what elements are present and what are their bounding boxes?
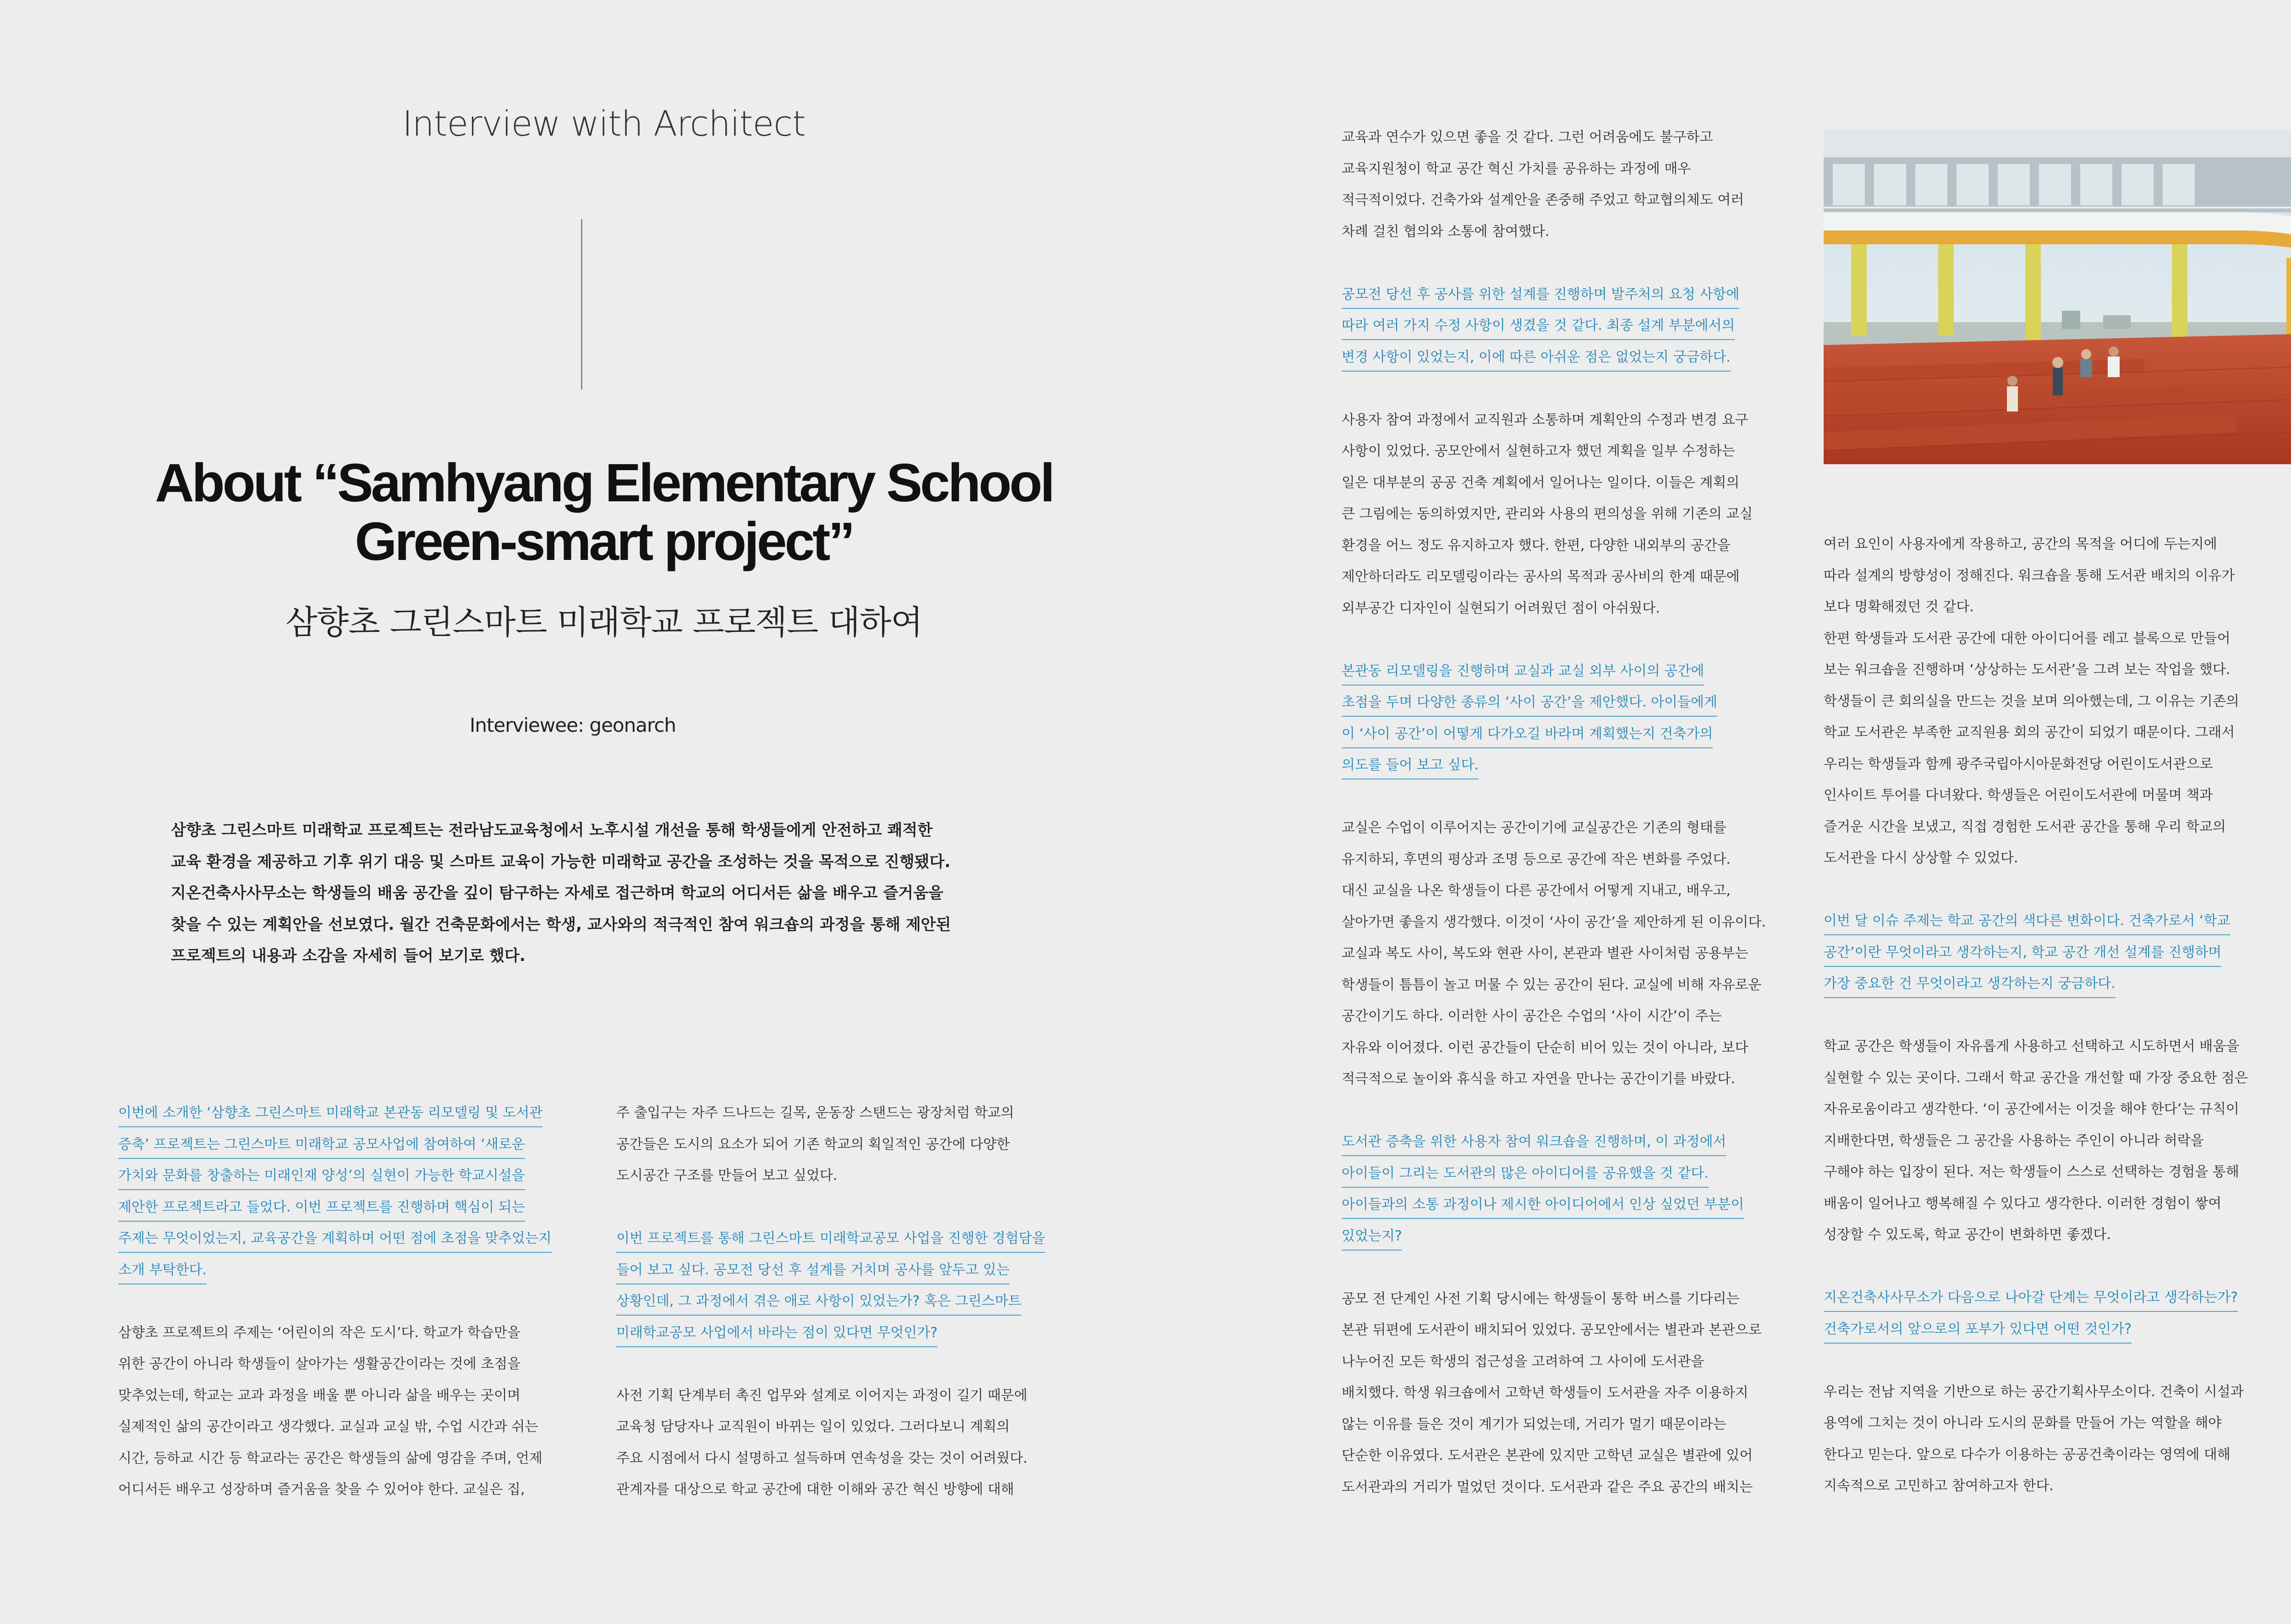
- answer-line: 나누어진 모든 학생의 접근성을 고려하여 그 사이에 도서관을: [1342, 1353, 1705, 1370]
- question-line: 건축가로서의 앞으로의 포부가 있다면 어떤 것인가?: [1824, 1316, 2132, 1344]
- page-title: [0, 454, 1208, 571]
- answer-1-continued: [616, 1097, 1079, 1192]
- answer-line: 따라 설계의 방향성이 정해진다. 워크숍을 통해 도서관 배치의 이유가: [1824, 567, 2235, 584]
- answer-line: 보다 명확해졌던 것 같다.: [1824, 599, 1974, 615]
- answer-line: 성장할 수 있도록, 학교 공간이 변화하면 좋겠다.: [1824, 1227, 2111, 1243]
- question-line: 공간’이란 무엇이라고 생각하는지, 학교 공간 개선 설계를 진행하며: [1824, 939, 2221, 967]
- answer-line: 본관 뒤편에 도서관이 배치되어 있었다. 공모안에서는 별관과 본관으로: [1342, 1322, 1762, 1338]
- answer-line: 도시공간 구조를 만들어 보고 싶었다.: [616, 1168, 838, 1184]
- answer-line: 실제적인 삶의 공간이라고 생각했다. 교실과 교실 밖, 수업 시간과 쉬는: [118, 1419, 538, 1435]
- answer-line: 공모 전 단계인 사전 기획 당시에는 학생들이 통학 버스를 기다리는: [1342, 1290, 1740, 1307]
- answer-line: 배치했다. 학생 워크숍에서 고학년 학생들이 도서관을 자주 이용하지: [1342, 1385, 1748, 1401]
- question-line: 상황인데, 그 과정에서 겪은 애로 사항이 있었는가? 혹은 그린스마트: [616, 1288, 1021, 1316]
- answer-line: 교육과 연수가 있으면 좋을 것 같다. 그런 어려움에도 불구하고: [1342, 129, 1713, 145]
- answer-line: 위한 공간이 아니라 학생들이 살아가는 생활공간이라는 것에 초점을: [118, 1356, 521, 1372]
- title-line-1: About “Samhyang Elementary School: [155, 453, 1053, 513]
- answer-line: 맞추었는데, 학교는 교과 과정을 배울 뿐 아니라 삶을 배우는 곳이며: [118, 1387, 521, 1404]
- answer-line: 환경을 어느 정도 유지하고자 했다. 한편, 다양한 내외부의 공간을: [1342, 537, 1731, 554]
- answer-line: 학교 공간은 학생들이 자유롭게 사용하고 선택하고 시도하면서 배움을: [1824, 1038, 2240, 1054]
- column-1: [118, 1097, 581, 1506]
- intro-line: 프로젝트의 내용과 소감을 자세히 들어 보기로 했다.: [171, 947, 526, 965]
- answer-line: 교육청 담당자나 교직원이 바뀌는 일이 있었다. 그러다보니 계획의: [616, 1419, 1010, 1435]
- answer-line: 사전 기획 단계부터 촉진 업무와 설계로 이어지는 과정이 길기 때문에: [616, 1387, 1028, 1404]
- column-4: [1824, 529, 2286, 1502]
- answer-line: 배움이 일어나고 행복해질 수 있다고 생각한다. 이러한 경험이 쌓여: [1824, 1195, 2222, 1212]
- question-1: [118, 1097, 581, 1286]
- school-rendering-image: [1824, 130, 2291, 464]
- question-7: [1824, 1282, 2286, 1345]
- column-2: [616, 1097, 1079, 1506]
- answer-line: 시간, 등하교 시간 등 학교라는 공간은 학생들의 삶에 영감을 주며, 언제: [118, 1450, 543, 1466]
- question-line: 이번 프로젝트를 통해 그린스마트 미래학교공모 사업을 진행한 경험담을: [616, 1225, 1045, 1253]
- answer-line: 유지하되, 후면의 평상과 조명 등으로 공간에 작은 변화를 주었다.: [1342, 851, 1731, 867]
- question-line: 증축’ 프로젝트는 그린스마트 미래학교 공모사업에 참여하여 ‘새로운: [118, 1131, 525, 1159]
- question-line: 이번에 소개한 ‘삼향초 그린스마트 미래학교 본관동 리모델링 및 도서관: [118, 1100, 543, 1127]
- question-line: 의도를 들어 보고 싶다.: [1342, 752, 1479, 779]
- question-line: 미래학교공모 사업에서 바라는 점이 있다면 무엇인가?: [616, 1320, 937, 1347]
- question-line: 따라 여러 가지 수정 사항이 생겼을 것 같다. 최종 설계 부분에서의: [1342, 313, 1735, 340]
- answer-5-continued: [1824, 529, 2286, 874]
- answer-line: 사항이 있었다. 공모안에서 실현하고자 했던 계획을 일부 수정하는: [1342, 443, 1735, 459]
- answer-line: 인사이트 투어를 다녀왔다. 학생들은 어린이도서관에 머물며 책과: [1824, 787, 2213, 803]
- answer-line: 자유로움이라고 생각한다. ‘이 공간에서는 이것을 해야 한다’는 규칙이: [1824, 1101, 2239, 1117]
- answer-line: 단순한 이유였다. 도서관은 본관에 있지만 고학년 교실은 별관에 있어: [1342, 1448, 1753, 1464]
- answer-line: 우리는 학생들과 함께 광주국립아시아문화전당 어린이도서관으로: [1824, 756, 2213, 772]
- answer-line: 학교 도서관은 부족한 교직원용 회의 공간이 되었기 때문이다. 그래서: [1824, 724, 2235, 741]
- korean-subtitle: 삼향초 그린스마트 미래학교 프로젝트 대하여: [285, 603, 923, 642]
- answer-7: [1824, 1377, 2286, 1502]
- answer-line: 용역에 그치는 것이 아니라 도시의 문화를 만들어 가는 역할을 해야: [1824, 1415, 2222, 1431]
- answer-line: 사용자 참여 과정에서 교직원과 소통하며 계획안의 수정과 변경 요구: [1342, 411, 1748, 428]
- section-label: Interview with Architect: [402, 103, 806, 144]
- answer-2-continued: [1342, 122, 1804, 247]
- answer-line: 대신 교실을 나온 학생들이 다른 공간에서 어떻게 지내고, 배우고,: [1342, 883, 1731, 899]
- answer-line: 지배한다면, 학생들은 그 공간을 사용하는 주인이 아니라 허락을: [1824, 1132, 2204, 1149]
- answer-line: 외부공간 디자인이 실현되기 어려웠던 점이 아쉬웠다.: [1342, 600, 1660, 616]
- intro-line: 지온건축사사무소는 학생들의 배움 공간을 깊이 탐구하는 자세로 접근하며 학교의 어디서든 삶을 배우고 즐거움을: [171, 884, 943, 902]
- answer-line: 주 출입구는 자주 드나드는 길목, 운동장 스탠드는 광장처럼 학교의: [616, 1105, 1014, 1121]
- question-5: [1342, 1126, 1804, 1252]
- question-4: [1342, 656, 1804, 781]
- answer-line: 한다고 믿는다. 앞으로 다수가 이용하는 공공건축이라는 영역에 대해: [1824, 1446, 2231, 1463]
- answer-line: 일은 대부분의 공공 건축 계획에서 일어나는 일이다. 이들은 계획의: [1342, 474, 1740, 491]
- question-line: 도서관 증축을 위한 사용자 참여 워크숍을 진행하며, 이 과정에서: [1342, 1129, 1726, 1156]
- answer-line: 여러 요인이 사용자에게 작용하고, 공간의 목적을 어디에 두는지에: [1824, 536, 2217, 552]
- intro-paragraph: [171, 815, 991, 972]
- question-6: [1824, 905, 2286, 1000]
- answer-line: 지속적으로 고민하고 참여하고자 한다.: [1824, 1478, 2054, 1494]
- answer-line: 관계자를 대상으로 학교 공간에 대한 이해와 공간 혁신 방향에 대해: [616, 1481, 1014, 1498]
- answer-line: 우리는 전남 지역을 기반으로 하는 공간기획사무소이다. 건축이 시설과: [1824, 1383, 2244, 1400]
- question-line: 주제는 무엇이었는지, 교육공간을 계획하며 어떤 점에 초점을 맞추었는지: [118, 1225, 552, 1253]
- answer-line: 공간들은 도시의 요소가 되어 기존 학교의 획일적인 공간에 다양한: [616, 1136, 1010, 1152]
- divider-line: [581, 219, 582, 390]
- intro-line: 삼향초 그린스마트 미래학교 프로젝트는 전라남도교육청에서 노후시설 개선을 통해 학생들에게 안전하고 쾌적한: [171, 821, 933, 839]
- question-line: 제안한 프로젝트라고 들었다. 이번 프로젝트를 진행하며 핵심이 되는: [118, 1194, 525, 1222]
- answer-line: 도서관과의 거리가 멀었던 것이다. 도서관과 같은 주요 공간의 배치는: [1342, 1479, 1753, 1495]
- question-line: 초점을 두며 다양한 종류의 ‘사이 공간’을 제안했다. 아이들에게: [1342, 689, 1717, 717]
- column-3: [1342, 122, 1804, 1503]
- answer-line: 교실과 복도 사이, 복도와 현관 사이, 본관과 별관 사이처럼 공용부는: [1342, 945, 1748, 961]
- answer-line: 적극적이었다. 건축가와 설계안을 존중해 주었고 학교협의체도 여러: [1342, 192, 1744, 208]
- question-line: 아이들이 그리는 도서관의 많은 아이디어를 공유했을 것 같다.: [1342, 1160, 1709, 1188]
- title-line-2: Green-smart project”: [355, 511, 853, 572]
- question-2: [616, 1223, 1079, 1349]
- answer-5: [1342, 1284, 1804, 1503]
- question-line: 있었는지?: [1342, 1223, 1402, 1251]
- question-line: 들어 보고 싶다. 공모전 당선 후 설계를 거치며 공사를 앞두고 있는: [616, 1257, 1009, 1284]
- answer-line: 큰 그림에는 동의하였지만, 관리와 사용의 편의성을 위해 기존의 교실: [1342, 506, 1753, 522]
- answer-line: 공간이기도 하다. 이러한 사이 공간은 수업의 ‘사이 시간’이 주는: [1342, 1008, 1722, 1024]
- answer-line: 구해야 하는 입장이 된다. 저는 학생들이 스스로 선택하는 경험을 통해: [1824, 1164, 2239, 1180]
- answer-4: [1342, 812, 1804, 1095]
- answer-line: 주요 시점에서 다시 설명하고 설득하며 연속성을 갖는 것이 어려웠다.: [616, 1450, 1028, 1466]
- answer-line: 교육지원청이 학교 공간 혁신 가치를 공유하는 과정에 매우: [1342, 160, 1691, 177]
- answer-line: 않는 이유를 들은 것이 계기가 되었는데, 거리가 멀기 때문이라는: [1342, 1416, 1726, 1432]
- answer-line: 삼향초 프로젝트의 주제는 ‘어린이의 작은 도시’다. 학교가 학습만을: [118, 1324, 521, 1341]
- intro-line: 찾을 수 있는 계획안을 선보였다. 월간 건축문화에서는 학생, 교사와의 적극적인 참여 워크숍의 과정을 통해 제안된: [171, 915, 951, 934]
- question-line: 가치와 문화를 창출하는 미래인재 양성’의 실현이 가능한 학교시설을: [118, 1163, 525, 1190]
- question-line: 이 ‘사이 공간’이 어떻게 다가오길 바라며 계획했는지 건축가의: [1342, 721, 1713, 748]
- question-line: 이번 달 이슈 주제는 학교 공간의 색다른 변화이다. 건축가로서 ‘학교: [1824, 908, 2230, 935]
- intro-line: 교육 환경을 제공하고 기후 위기 대응 및 스마트 교육이 가능한 미래학교 공간을 조성하는 것을 목적으로 진행됐다.: [171, 852, 951, 871]
- answer-1: [118, 1317, 581, 1506]
- question-line: 지온건축사사무소가 다음으로 나아갈 단계는 무엇이라고 생각하는가?: [1824, 1284, 2238, 1312]
- rendering-illustration: [1824, 130, 2291, 464]
- answer-line: 제안하더라도 리모델링이라는 공사의 목적과 공사비의 한계 때문에: [1342, 569, 1740, 585]
- answer-2: [616, 1380, 1079, 1506]
- question-line: 소개 부탁한다.: [118, 1257, 207, 1284]
- question-line: 공모전 당선 후 공사를 위한 설계를 진행하며 발주처의 요청 사항에: [1342, 281, 1739, 309]
- question-line: 아이들과의 소통 과정이나 제시한 아이디어에서 인상 싶었던 부분이: [1342, 1191, 1744, 1219]
- answer-line: 실현할 수 있는 곳이다. 그래서 학교 공간을 개선할 때 가장 중요한 점은: [1824, 1070, 2248, 1086]
- answer-line: 한편 학생들과 도서관 공간에 대한 아이디어를 레고 블록으로 만들어: [1824, 630, 2231, 647]
- question-3: [1342, 279, 1804, 373]
- answer-line: 차례 걸친 협의와 소통에 참여했다.: [1342, 223, 1550, 240]
- answer-line: 자유와 이어졌다. 이런 공간들이 단순히 비어 있는 것이 아니라, 보다: [1342, 1039, 1748, 1056]
- answer-6: [1824, 1031, 2286, 1251]
- answer-line: 살아가면 좋을지 생각했다. 이것이 ‘사이 공간’을 제안하게 된 이유이다.: [1342, 914, 1766, 930]
- answer-line: 보는 워크숍을 진행하며 ‘상상하는 도서관’을 그려 보는 작업을 했다.: [1824, 662, 2231, 678]
- answer-line: 도서관을 다시 상상할 수 있었다.: [1824, 850, 2018, 866]
- answer-line: 학생들이 틈틈이 놀고 머물 수 있는 공간이 된다. 교실에 비해 자유로운: [1342, 977, 1762, 993]
- interviewee-credit: Interviewee: geonarch: [469, 714, 676, 736]
- answer-line: 어디서든 배우고 성장하며 즐거움을 찾을 수 있어야 한다. 교실은 집,: [118, 1481, 525, 1498]
- answer-3: [1342, 405, 1804, 625]
- answer-line: 적극적으로 놀이와 휴식을 하고 자연을 만나는 공간이기를 바랐다.: [1342, 1071, 1735, 1087]
- answer-line: 즐거운 시간을 보냈고, 직접 경험한 도서관 공간을 통해 우리 학교의: [1824, 818, 2226, 835]
- answer-line: 교실은 수업이 이루어지는 공간이기에 교실공간은 기존의 형태를: [1342, 820, 1726, 836]
- answer-line: 학생들이 큰 회의실을 만드는 것을 보며 의아했는데, 그 이유는 기존의: [1824, 693, 2239, 709]
- question-line: 변경 사항이 있었는지, 이에 따른 아쉬운 점은 없었는지 궁금하다.: [1342, 344, 1731, 372]
- question-line: 본관동 리모델링을 진행하며 교실과 교실 외부 사이의 공간에: [1342, 658, 1704, 686]
- question-line: 가장 중요한 건 무엇이라고 생각하는지 궁금하다.: [1824, 971, 2116, 998]
